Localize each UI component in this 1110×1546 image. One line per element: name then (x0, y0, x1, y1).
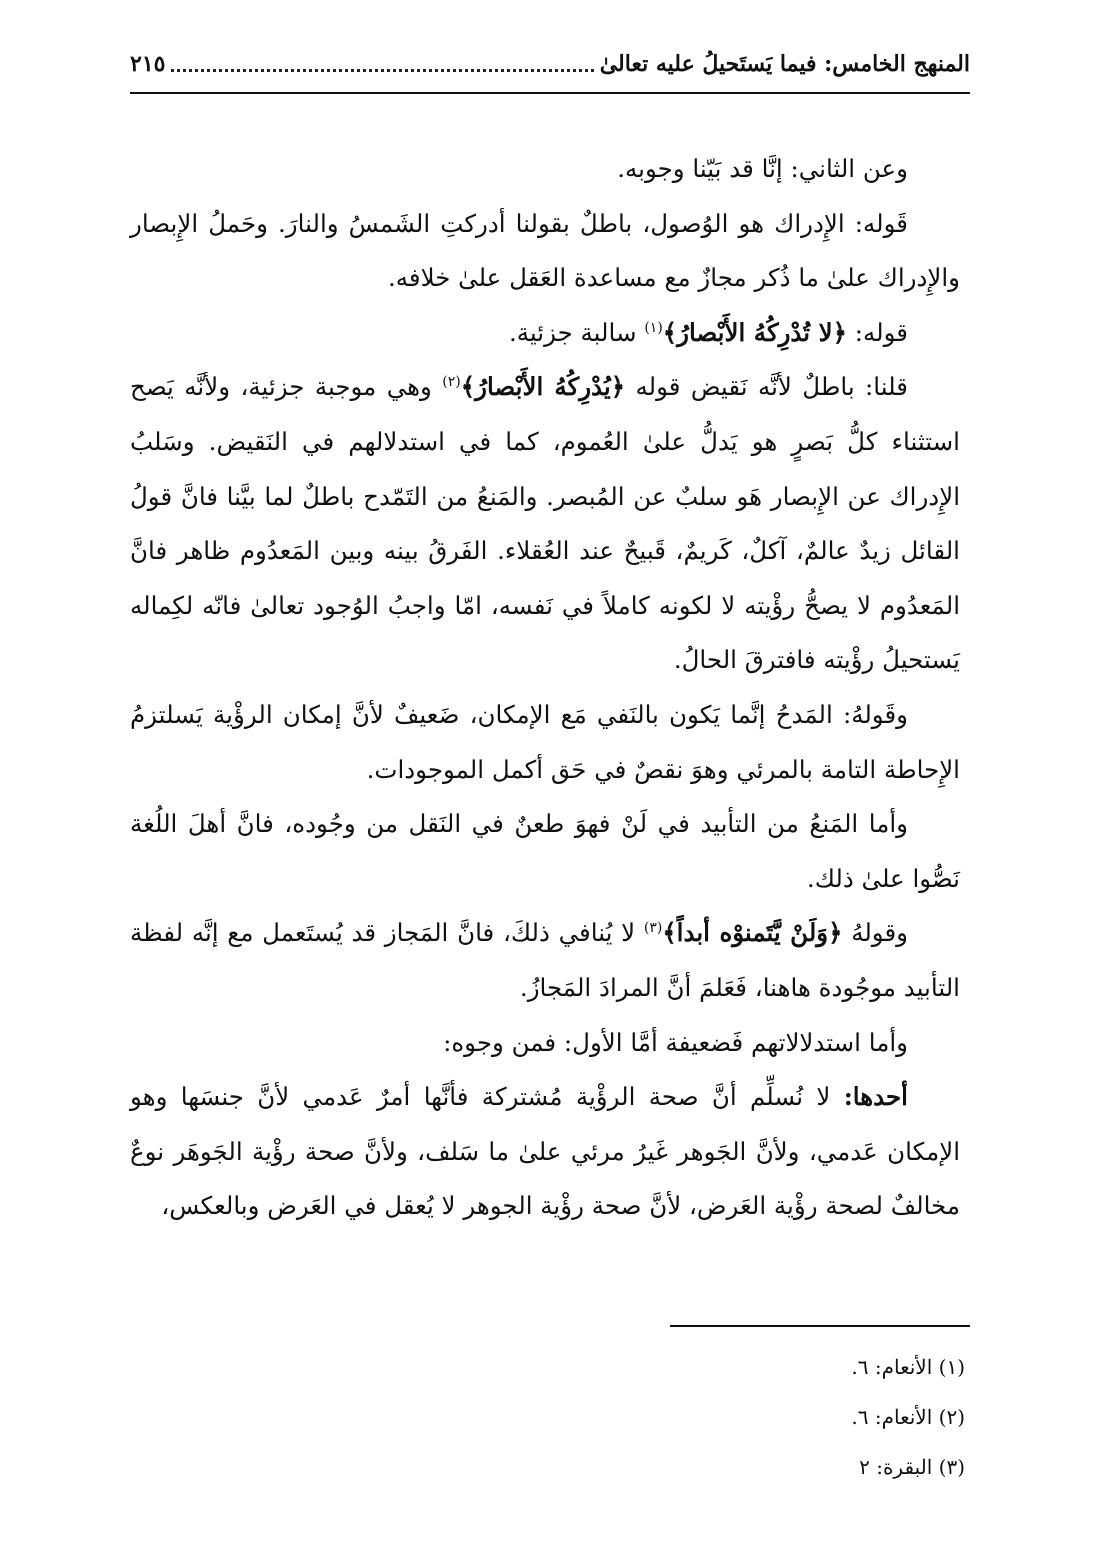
dot-leader (171, 69, 593, 72)
text-run: قوله: (846, 317, 908, 347)
page-number: ٢١٥ (130, 51, 166, 77)
text-run: سالبة جزئية. (508, 317, 645, 347)
paragraph-6: وأما المَنعُ من التأبيد في لَنْ فهوَ طعنٌ في النَقل من وجُوده، فانَّ أهلَ اللُغة نَصُّوا علىٰ ذلك. (130, 809, 960, 893)
footnote-reference: (٢) (442, 374, 461, 391)
text-run: وهي موجبة جزئية، ولأنَّه يَصح استثناء كلُّ بَصرٍ هو يَدلُّ علىٰ العُموم، كما في استدلالهم في النَقيض. وسَلبُ الإِدراك عن الإِبصار هَو سلبٌ عن المُبصر. والمَنعُ من التَمّدح باطلٌ لما بيَّنا فانَّ قولُ القائل زيدٌ عالمٌ، آكلٌ، كَريمٌ، قَبيحٌ عند العُقلاء. الفَرقُ بينه وبين المَعدُوم ظاهر فانَّ المَعدُوم لا يصحُّ رؤْيته لا لكونه كاملاً في نَفسه، امّا واجبُ الوُجود تعالىٰ فانّه لكِماله يَستحيلُ رؤْيته فافترقَ الحالُ. (130, 372, 960, 675)
paragraph-3 (130, 306, 960, 361)
footnote-3: (٣) البقرة: ٢ (859, 1455, 965, 1479)
footnote-rule (670, 1325, 970, 1327)
footnote-1: (١) الأنعام: ٦. (851, 1355, 965, 1379)
body-text (130, 142, 960, 1234)
paragraph-7 (130, 906, 960, 1015)
footnotes (851, 1342, 965, 1492)
text-run: قلنا: باطلٌ لأنَّه نَقيض قوله (625, 372, 908, 402)
bold-lead: أحدها: (843, 1082, 908, 1112)
paragraph-8: وأما استدلالاتهم فَضعيفة أمَّا الأول: فمن وجوه: (443, 1027, 908, 1057)
paragraph-9 (130, 1070, 960, 1234)
footnote-reference: (١) (644, 319, 663, 336)
quran-verse: ﴿وَلَنْ يَّتَمنوْه أبداً﴾ (662, 918, 843, 948)
footnote-2: (٢) الأنعام: ٦. (851, 1405, 965, 1429)
paragraph-4 (130, 360, 960, 688)
paragraph-2: قَوله: الإِدراك هو الوُصول، باطلٌ بقولنا أدركتِ الشَمسُ والنارَ. وحَملُ الإِبصار والإِدراك علىٰ ما ذُكر مجازٌ مع مساعدة العَقل علىٰ خلافه. (130, 208, 960, 293)
header-rule (130, 92, 970, 94)
quran-verse: ﴿يُدْرِكُهُ الأَبْصارُ﴾ (460, 372, 626, 402)
quran-verse: ﴿لا تُدْرِكُهُ الأَبْصارُ﴾ (662, 317, 847, 347)
footnote-reference: (٣) (643, 920, 663, 937)
paragraph-1: وعن الثاني: إنَّا قد بَيّنا وجوبه. (617, 154, 908, 183)
text-run: لا يُنافي ذلكَ، فانَّ المَجاز قد يُستَعمل مع إنَّه لفظة التأبيد موجُودة هاهنا، فَعَلمَ أنَّ المرادَ المَجازُ. (130, 918, 960, 1002)
text-run: لا نُسلِّم أنَّ صحة الرؤْية مُشتركة فأنَّها أمرٌ عَدمي لأنَّ جنسَها وهو الإمكان عَدمي، ولأنَّ الجَوهر غَيرُ مرئي علىٰ ما سَلف، ولأنَّ صحة رؤْية الجَوهَر نوعٌ مخالفٌ لصحة رؤْية العَرض، لأنَّ صحة رؤْية الجوهر لا يُعقل في العَرض وبالعكس، (130, 1082, 960, 1221)
header-title: المنهج الخامس: فيما يَستَحيلُ عليه تعالىٰ (599, 51, 970, 77)
text-run: وقولهُ (842, 918, 909, 948)
running-header (130, 44, 970, 84)
paragraph-5: وقَولهُ: المَدحُ إنَّما يَكون بالنَفي مَع الإمكان، ضَعيفٌ لأنَّ إمكان الرؤْية يَسلتزمُ الإِحاطة التامة بالمرئي وهوَ نقصٌ في حَق أكمل الموجودات. (130, 699, 960, 784)
